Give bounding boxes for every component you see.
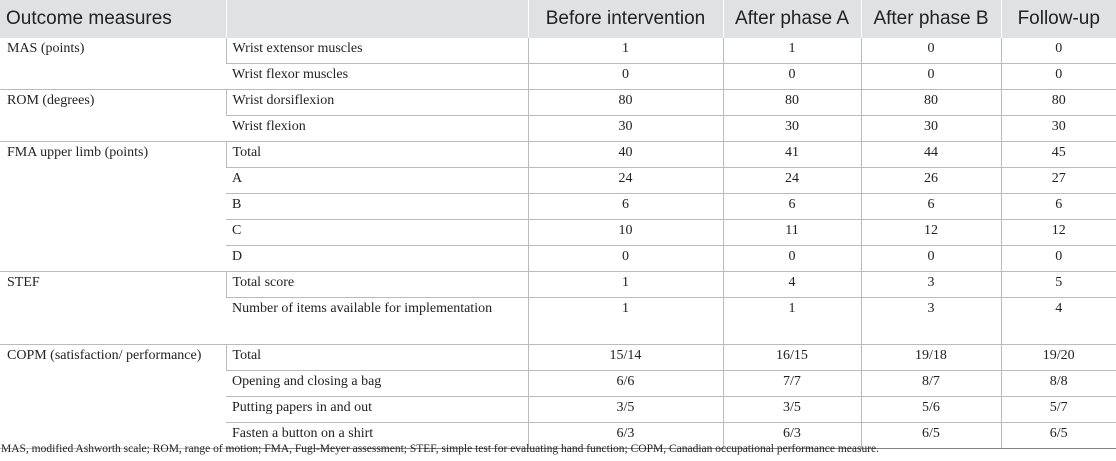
value-cell: 3 xyxy=(861,298,1001,345)
group-label: MAS (points) xyxy=(0,38,226,90)
header-before-intervention: Before intervention xyxy=(528,0,723,38)
value-cell: 0 xyxy=(861,38,1001,64)
group-label: ROM (degrees) xyxy=(0,90,226,142)
value-cell: 5/7 xyxy=(1001,397,1116,423)
row-item-label: Wrist extensor muscles xyxy=(226,38,528,64)
value-cell: 24 xyxy=(723,168,861,194)
header-after-phase-b: After phase B xyxy=(861,0,1001,38)
value-cell: 12 xyxy=(861,220,1001,246)
value-cell: 0 xyxy=(1001,246,1116,272)
group-label: STEF xyxy=(0,272,226,345)
value-cell: 19/20 xyxy=(1001,345,1116,371)
value-cell: 15/14 xyxy=(528,345,723,371)
value-cell: 6/5 xyxy=(1001,423,1116,449)
value-cell: 6 xyxy=(528,194,723,220)
row-item-label: Total xyxy=(226,142,528,168)
value-cell: 6 xyxy=(723,194,861,220)
value-cell: 30 xyxy=(861,116,1001,142)
value-cell: 24 xyxy=(528,168,723,194)
table-row xyxy=(0,142,1116,168)
value-cell: 40 xyxy=(528,142,723,168)
value-cell: 8/8 xyxy=(1001,371,1116,397)
value-cell: 0 xyxy=(528,246,723,272)
value-cell: 5/6 xyxy=(861,397,1001,423)
group-label: FMA upper limb (points) xyxy=(0,142,226,272)
row-item-label: Putting papers in and out xyxy=(226,397,528,423)
row-item-label: Opening and closing a bag xyxy=(226,371,528,397)
row-item-label: A xyxy=(226,168,528,194)
value-cell: 6 xyxy=(1001,194,1116,220)
value-cell: 0 xyxy=(1001,38,1116,64)
value-cell: 0 xyxy=(528,64,723,90)
value-cell: 44 xyxy=(861,142,1001,168)
value-cell: 0 xyxy=(861,64,1001,90)
table-body xyxy=(0,38,1116,449)
value-cell: 1 xyxy=(528,272,723,298)
value-cell: 0 xyxy=(723,246,861,272)
value-cell: 10 xyxy=(528,220,723,246)
value-cell: 80 xyxy=(528,90,723,116)
value-cell: 7/7 xyxy=(723,371,861,397)
header-row xyxy=(0,0,1116,38)
header-after-phase-a: After phase A xyxy=(723,0,861,38)
table-footnote: MAS, modified Ashworth scale; ROM, range of motion; FMA, Fugl-Meyer assessment; STEF, simple test for evaluating hand function; COPM, Canadian occupational performance measure. xyxy=(1,443,880,455)
table-row xyxy=(0,345,1116,371)
group-label: COPM (satisfaction/ performance) xyxy=(0,345,226,449)
table-row xyxy=(0,272,1116,298)
value-cell: 8/7 xyxy=(861,371,1001,397)
value-cell: 16/15 xyxy=(723,345,861,371)
value-cell: 26 xyxy=(861,168,1001,194)
value-cell: 3/5 xyxy=(528,397,723,423)
value-cell: 1 xyxy=(723,298,861,345)
value-cell: 4 xyxy=(723,272,861,298)
header-subitem xyxy=(226,0,528,38)
value-cell: 6/3 xyxy=(723,423,861,449)
value-cell: 45 xyxy=(1001,142,1116,168)
row-item-label: Wrist flexion xyxy=(226,116,528,142)
value-cell: 3 xyxy=(861,272,1001,298)
value-cell: 0 xyxy=(723,64,861,90)
value-cell: 30 xyxy=(723,116,861,142)
header-outcome-measures: Outcome measures xyxy=(0,0,226,38)
table-row xyxy=(0,90,1116,116)
value-cell: 5 xyxy=(1001,272,1116,298)
value-cell: 3/5 xyxy=(723,397,861,423)
value-cell: 0 xyxy=(1001,64,1116,90)
value-cell: 1 xyxy=(723,38,861,64)
value-cell: 6/6 xyxy=(528,371,723,397)
value-cell: 19/18 xyxy=(861,345,1001,371)
row-item-label: Wrist flexor muscles xyxy=(226,64,528,90)
row-item-label: D xyxy=(226,246,528,272)
value-cell: 30 xyxy=(528,116,723,142)
value-cell: 0 xyxy=(861,246,1001,272)
value-cell: 80 xyxy=(861,90,1001,116)
value-cell: 6/5 xyxy=(861,423,1001,449)
value-cell: 80 xyxy=(723,90,861,116)
value-cell: 30 xyxy=(1001,116,1116,142)
value-cell: 1 xyxy=(528,38,723,64)
value-cell: 41 xyxy=(723,142,861,168)
row-item-label: Number of items available for implementation xyxy=(226,298,528,345)
value-cell: 12 xyxy=(1001,220,1116,246)
value-cell: 4 xyxy=(1001,298,1116,345)
table-header xyxy=(0,0,1116,38)
row-item-label: Wrist dorsiflexion xyxy=(226,90,528,116)
table-row xyxy=(0,38,1116,64)
value-cell: 27 xyxy=(1001,168,1116,194)
value-cell: 6 xyxy=(861,194,1001,220)
row-item-label: Fasten a button on a shirt xyxy=(226,423,528,449)
row-item-label: Total xyxy=(226,345,528,371)
row-item-label: C xyxy=(226,220,528,246)
row-item-label: Total score xyxy=(226,272,528,298)
value-cell: 11 xyxy=(723,220,861,246)
header-follow-up: Follow-up xyxy=(1001,0,1116,38)
value-cell: 1 xyxy=(528,298,723,345)
value-cell: 80 xyxy=(1001,90,1116,116)
value-cell: 6/3 xyxy=(528,423,723,449)
row-item-label: B xyxy=(226,194,528,220)
